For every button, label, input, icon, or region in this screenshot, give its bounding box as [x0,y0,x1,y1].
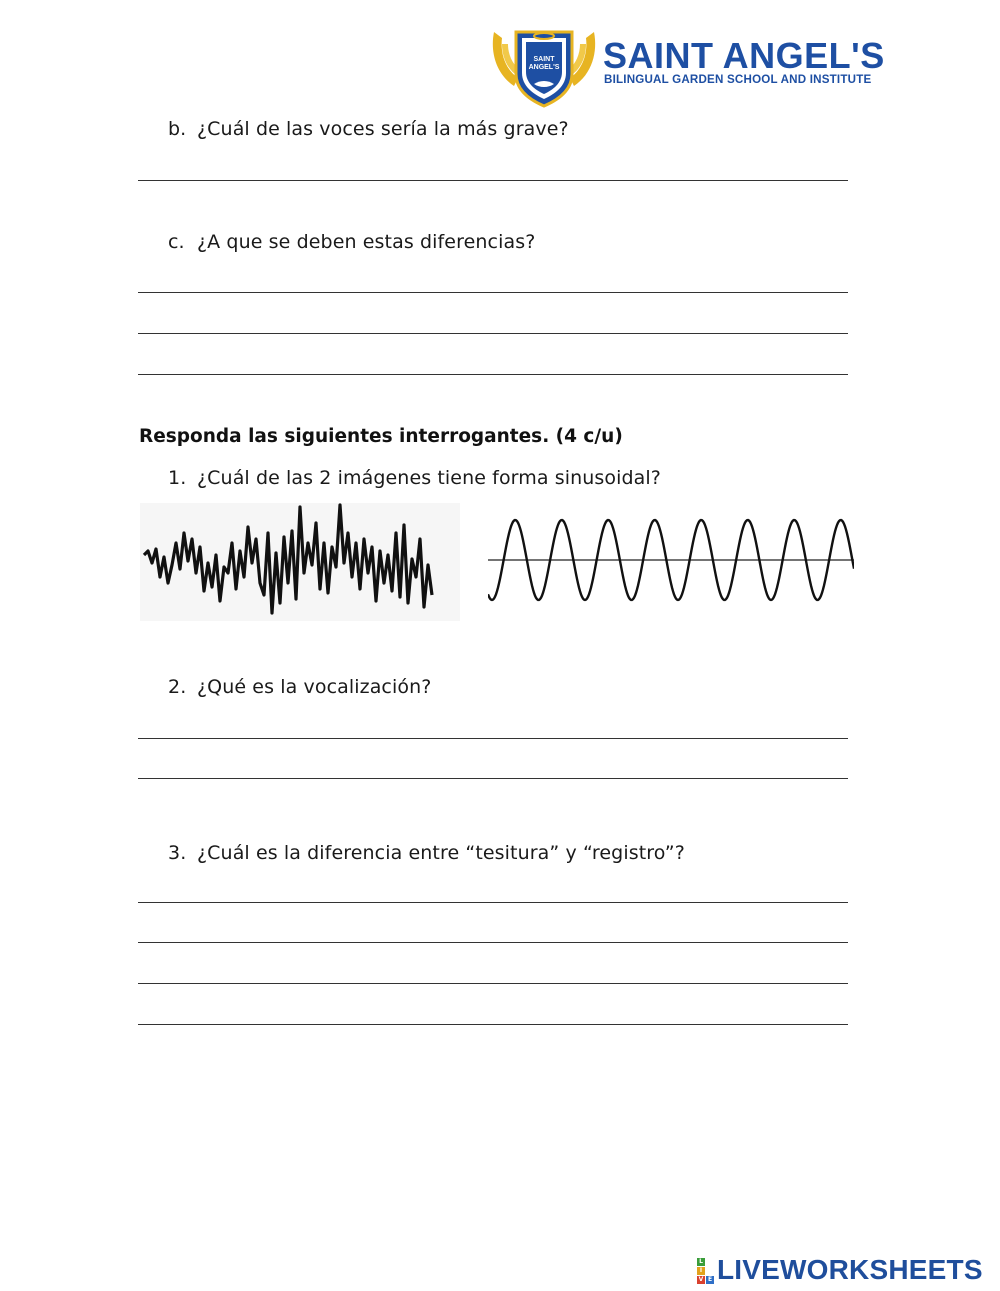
question-marker: b. [168,118,187,140]
school-name: SAINT ANGEL'S [603,35,885,76]
question-marker: c. [168,231,185,253]
answer-line [138,180,848,181]
liveworksheets-logo [697,1254,997,1288]
question-text: ¿Qué es la vocalización? [197,676,432,698]
school-logo [488,22,885,108]
question-2 [168,676,431,698]
question-marker: 3. [168,842,187,864]
brand-box-v: V [698,1276,704,1283]
answer-line [138,778,848,779]
question-3 [168,842,685,864]
answer-line [138,942,848,943]
question-text: ¿Cuál de las 2 imágenes tiene forma sinusoidal? [197,467,661,489]
brand-box-e: E [707,1276,713,1283]
brand-box-i: I [697,1267,705,1275]
question-b [168,118,569,140]
sine-waveform-image [488,513,854,605]
question-marker: 2. [168,676,187,698]
answer-line [138,1024,848,1025]
answer-line [138,902,848,903]
question-text: ¿Cuál es la diferencia entre “tesitura” y “registro”? [197,842,685,864]
answer-line [138,983,848,984]
brand-name: LIVEWORKSHEETS [717,1254,983,1285]
question-c [168,231,535,253]
question-text: ¿A que se deben estas diferencias? [197,231,536,253]
question-text: ¿Cuál de las voces sería la más grave? [197,118,569,140]
irregular-waveform-image [140,503,460,621]
answer-line [138,333,848,334]
answer-line [138,374,848,375]
question-marker: 1. [168,467,187,489]
answer-line [138,292,848,293]
crest-label: SAINT ANGEL'S [528,56,560,71]
question-1 [168,467,661,489]
answer-line [138,738,848,739]
section-title: Responda las siguientes interrogantes. (4 c/u) [139,426,623,447]
school-subtitle: BILINGUAL GARDEN SCHOOL AND INSTITUTE [604,73,872,86]
brand-box-l: L [697,1258,705,1266]
